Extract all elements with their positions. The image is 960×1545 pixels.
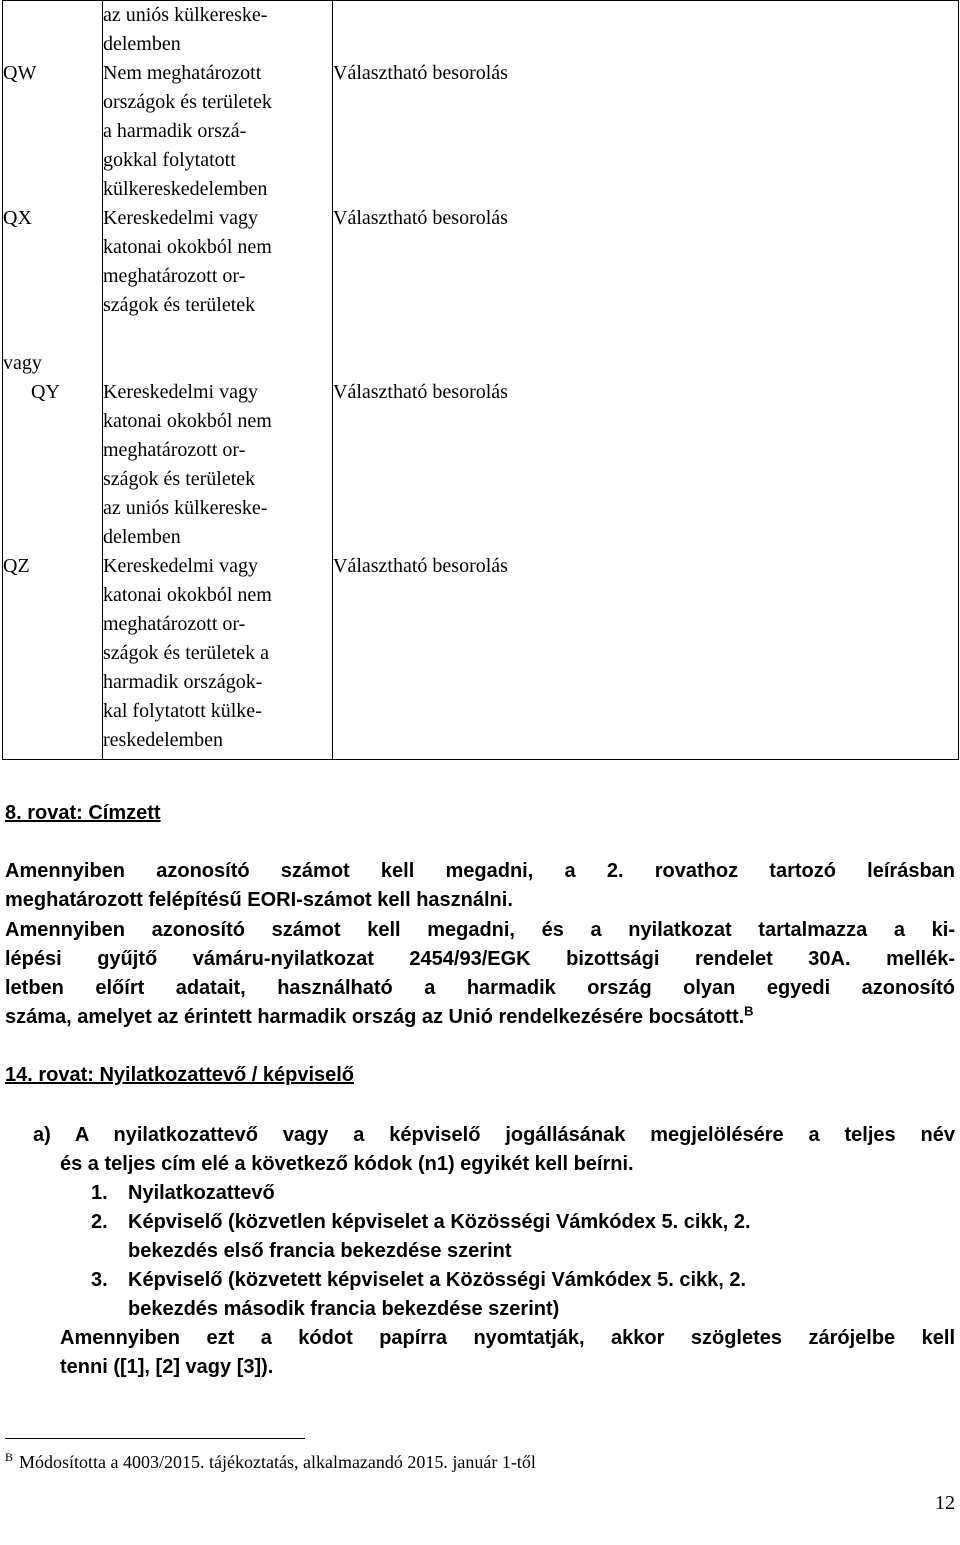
description-cell: Kereskedelmi vagy katonai okokból nem meghatározott or- szágok és területek	[103, 204, 333, 349]
code-cell: QW	[3, 59, 103, 204]
table-row	[3, 349, 959, 552]
code-cell	[3, 1, 103, 60]
section-8-heading: 8. rovat: Címzett	[5, 802, 161, 824]
footnote-divider	[5, 1438, 305, 1439]
text-line	[5, 1003, 955, 1032]
list-item	[33, 1179, 955, 1208]
list-item-text: Képviselő (közvetett képviselet a Közösségi Vámkódex 5. cikk, 2.	[128, 1269, 747, 1291]
list-item-continuation: bekezdés első francia bekezdése szerint	[128, 1240, 512, 1262]
list-item-number: 3.	[91, 1269, 108, 1291]
classification-cell: Választható besorolás	[333, 349, 959, 552]
code-cell	[3, 349, 103, 552]
code-table	[2, 0, 959, 760]
footnote-text: Módosította a 4003/2015. tájékoztatás, alkalmazandó 2015. január 1-től	[19, 1452, 536, 1472]
code-prefix: vagy	[3, 352, 42, 374]
text-line: a) A nyilatkozattevő vagy a képviselő jogállásának megjelölésére a teljes név	[33, 1124, 955, 1146]
table-row	[3, 1, 959, 60]
description-cell: Nem meghatározott országok és területek a harmadik orszá- gokkal folytatott külkereskedelemben	[103, 59, 333, 204]
text-line: Amennyiben ezt a kódot papírra nyomtatják, akkor szögletes zárójelbe kell	[60, 1327, 955, 1349]
section-8-paragraph-2	[5, 916, 955, 1032]
description-cell: Kereskedelmi vagy katonai okokból nem meghatározott or- szágok és területek a harmadik országok- kal folytatott külke- reskedelemben	[103, 552, 333, 760]
text-line: meghatározott felépítésű EORI-számot kell használni.	[5, 889, 513, 911]
list-item-text: Képviselő (közvetlen képviselet a Közösségi Vámkódex 5. cikk, 2.	[128, 1211, 751, 1233]
list-item	[33, 1208, 955, 1237]
text-line-content: száma, amelyet az érintett harmadik ország az Unió rendelkezésére bocsátott.	[5, 1006, 745, 1028]
description-cell: az uniós külkereske- delemben	[103, 1, 333, 60]
code-value: QY	[31, 381, 60, 403]
section-8-paragraph-1	[5, 857, 955, 915]
text-line: letben előírt adatait, használható a harmadik ország olyan egyedi azonosító	[5, 977, 955, 999]
text-line: Amennyiben azonosító számot kell megadni, és a nyilatkozat tartalmazza a ki-	[5, 919, 955, 941]
classification-cell	[333, 1, 959, 60]
classification-cell: Választható besorolás	[333, 204, 959, 349]
page-number: 12	[935, 1492, 955, 1514]
footnote	[5, 1450, 536, 1473]
section-14-paragraph-a	[33, 1121, 955, 1382]
list-item-text: Nyilatkozattevő	[128, 1182, 275, 1204]
code-cell: QZ	[3, 552, 103, 760]
table-row	[3, 552, 959, 760]
classification-cell: Választható besorolás	[333, 552, 959, 760]
text-line: Amennyiben azonosító számot kell megadni, a 2. rovathoz tartozó leírásban	[5, 860, 955, 882]
description-cell: Kereskedelmi vagy katonai okokból nem meghatározott or- szágok és területek az uniós külkereske- delemben	[103, 349, 333, 552]
footnote-marker: B	[5, 1450, 14, 1464]
list-item-number: 1.	[91, 1182, 108, 1204]
list-item-number: 2.	[91, 1211, 108, 1233]
footnote-reference: B	[744, 1003, 754, 1019]
section-14-heading: 14. rovat: Nyilatkozattevő / képviselő	[5, 1064, 355, 1086]
table-row	[3, 59, 959, 204]
list-item-continuation: bekezdés második francia bekezdése szerint)	[128, 1298, 560, 1320]
code-cell: QX	[3, 204, 103, 349]
text-line: és a teljes cím elé a következő kódok (n1) egyikét kell beírni.	[60, 1153, 634, 1175]
text-line: tenni ([1], [2] vagy [3]).	[60, 1356, 274, 1378]
classification-cell: Választható besorolás	[333, 59, 959, 204]
list-item	[33, 1266, 955, 1295]
text-line: lépési gyűjtő vámáru-nyilatkozat 2454/93/EGK bizottsági rendelet 30A. mellék-	[5, 948, 955, 970]
table-row	[3, 204, 959, 349]
